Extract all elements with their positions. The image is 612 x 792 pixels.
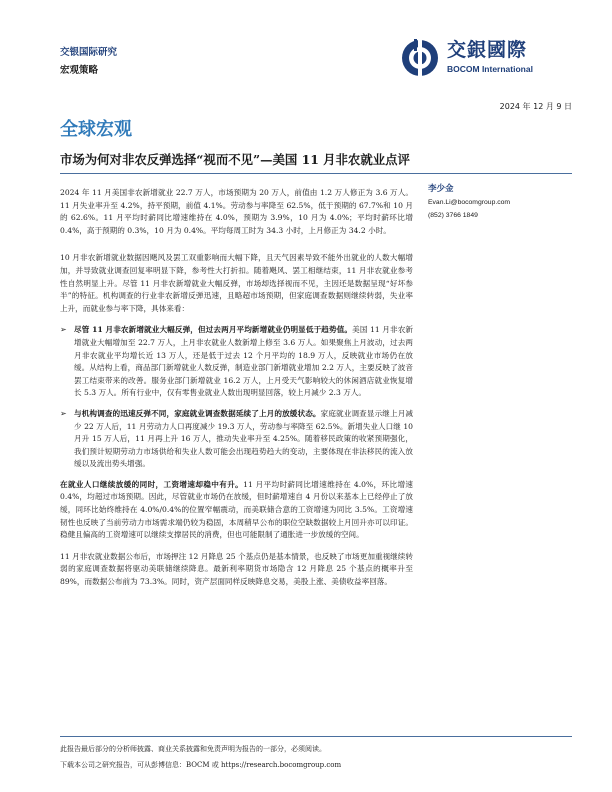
bullet-establishment-survey [60,324,413,400]
bullet-text: 美国 11 月非农新增就业大幅增加至 22.7 万人，上月非农就业人数新增上修至 3.6 万人。如果聚焦上月波动，过去两月非农就业平均增长近 13 万人，还是低于过去 12 个月平均的 18.9 万人，反映就业市场仍在放缓。从结构上看，商品部门新增就业人数反弹，制造业部门新增就业增加 2.2 万人，主要反映了波音罢工结束带来的改善。服务业部门新增就业 16.2 万人，上月受天气影响较大的休闲酒店就业恢复增长 5.3 万人。所有行业中，仅有零售业就业人数出现明显回落，较上月减少 2.3 万人。 [74,325,413,398]
author-phone: (852) 3766 1849 [428,212,478,219]
paragraph-text: 11 月平均时薪同比增速维持在 4.0%，环比增速 0.4%，均超过市场预期。因此，尽管就业市场仍在放缓，但时薪增速自 4 月份以来基本上已经停止了放缓，同环比始终维持在 4.0%/0.4%的位置窄幅震动，而美联储合意的工资增速为同比 3.5%。工资增速韧性也反映了当前劳动力市场需求端仍较为稳固，本周稍早公布的职位空缺数据较上月回升亦可以印证。稳健且偏高的工资增速可以继续支撑居民的消费，但也可能限制了通胀进一步放缓的空间。 [60,479,413,540]
bullet-lead: 与机构调查的迅速反弹不同，家庭就业调查数据延续了上月的放缓状态。 [74,408,321,418]
logo-english-name: BOCOM International [447,64,533,74]
bullet-lead: 尽管 11 月非农新增就业大幅反弹，但过去两月平均新增就业仍明显低于趋势值。 [74,325,353,335]
bullet-marker-icon: ➢ [60,408,67,418]
bullet-household-survey [60,408,413,471]
author-email[interactable]: Evan.Li@bocomgroup.com [428,199,511,206]
header-brand-block [60,47,117,77]
paragraph-lead: 在就业人口继续放缓的同时，工资增速却稳中有升。 [60,479,244,489]
footer-disclaimer: 此报告最后部分的分析师披露、商业关系披露和免责声明为报告的一部分，必须阅读。 [60,745,326,753]
report-body [60,187,413,589]
bocom-logo [400,36,570,80]
paragraph-wages [60,479,413,542]
paragraph-context: 10 月非农新增就业数据因飓风及罢工双重影响而大幅下降，且天气因素导致不能外出就业的人数大幅增加，并导致就业调查回复率明显下降，参考性大打折扣。随着飓风、罢工相继结束，11 月非农就业参考性自然明显上升。尽管 11 月非农新增就业大幅反弹，市场却选择视而不见，主因还是数据呈现“好坏参半”的特征。机构调查的行业非农新增反弹迅速，且略超市场预期，但家庭调查数据则继续转弱，失业率上升，而就业参与率下降，具体来看： [60,253,413,313]
author-name: 李少金 [428,184,454,194]
footer-divider [60,736,572,737]
brand-name: 交银国际研究 [60,47,118,58]
paragraph-market-reaction: 11 月非农就业数据公布后，市场押注 12 月降息 25 个基点仍是基本情景，也反映了市场更加重视继续转弱的家庭调查数据将驱动美联储继续降息。最新利率期货市场隐含 12 月降息 25 个基点的概率升至 89%，而数据公布前为 73.3%。同时，资产层面同样反映降息交易，美股上涨、美债收益率回落。 [60,551,413,587]
bullet-text: 家庭就业调查显示继上月减少 22 万人后，11 月劳动力人口再度减少 19.3 万人，劳动参与率降至 62.5%。新增失业人口继 10 月升 15 万人后，11 月再上升 16 万人，推动失业率升至 4.25%。随着移民政策的收紧预期强化，我们预计短期劳动力市场供给和失业人数可能会出现趋势趋大的变动，主要体现在非法移民的流入放缓以及流出势头增强。 [74,408,413,469]
report-title: 市场为何对非农反弹选择“视而不见”—美国 11 月非农就业点评 [60,152,410,167]
report-date: 2024 年 12 月 9 日 [499,102,572,111]
footer-download-link[interactable]: 下载本公司之研究报告，可从彭博信息：BOCM 或 https://research.bocomgroup.com [60,761,342,769]
logo-chinese-name: 交銀國際 [447,39,528,61]
section-title: 全球宏观 [60,119,132,140]
paragraph-summary: 2024 年 11 月美国非农新增就业 22.7 万人，市场预期为 20 万人，前值由 1.2 万人修正为 3.6 万人。11 月失业率升至 4.2%，持平预期，前值 4.1%。劳动参与率降至 62.5%，低于预期的 67.7%和 10 月的 62.6%。11 月平均时薪同比增速维持在 4.0%，预期为 3.9%，10 月为 4.0%；平均时薪环比增 0.4%，高于预期的 0.3%，10 月为 0.4%。平均每周工时为 34.3 小时，上月修正为 34.2 小时。 [60,188,413,235]
report-category: 宏观策略 [60,65,99,76]
title-divider [60,173,572,174]
bocom-logo-icon [400,38,440,78]
author-block [428,184,578,221]
bullet-marker-icon: ➢ [60,325,67,335]
